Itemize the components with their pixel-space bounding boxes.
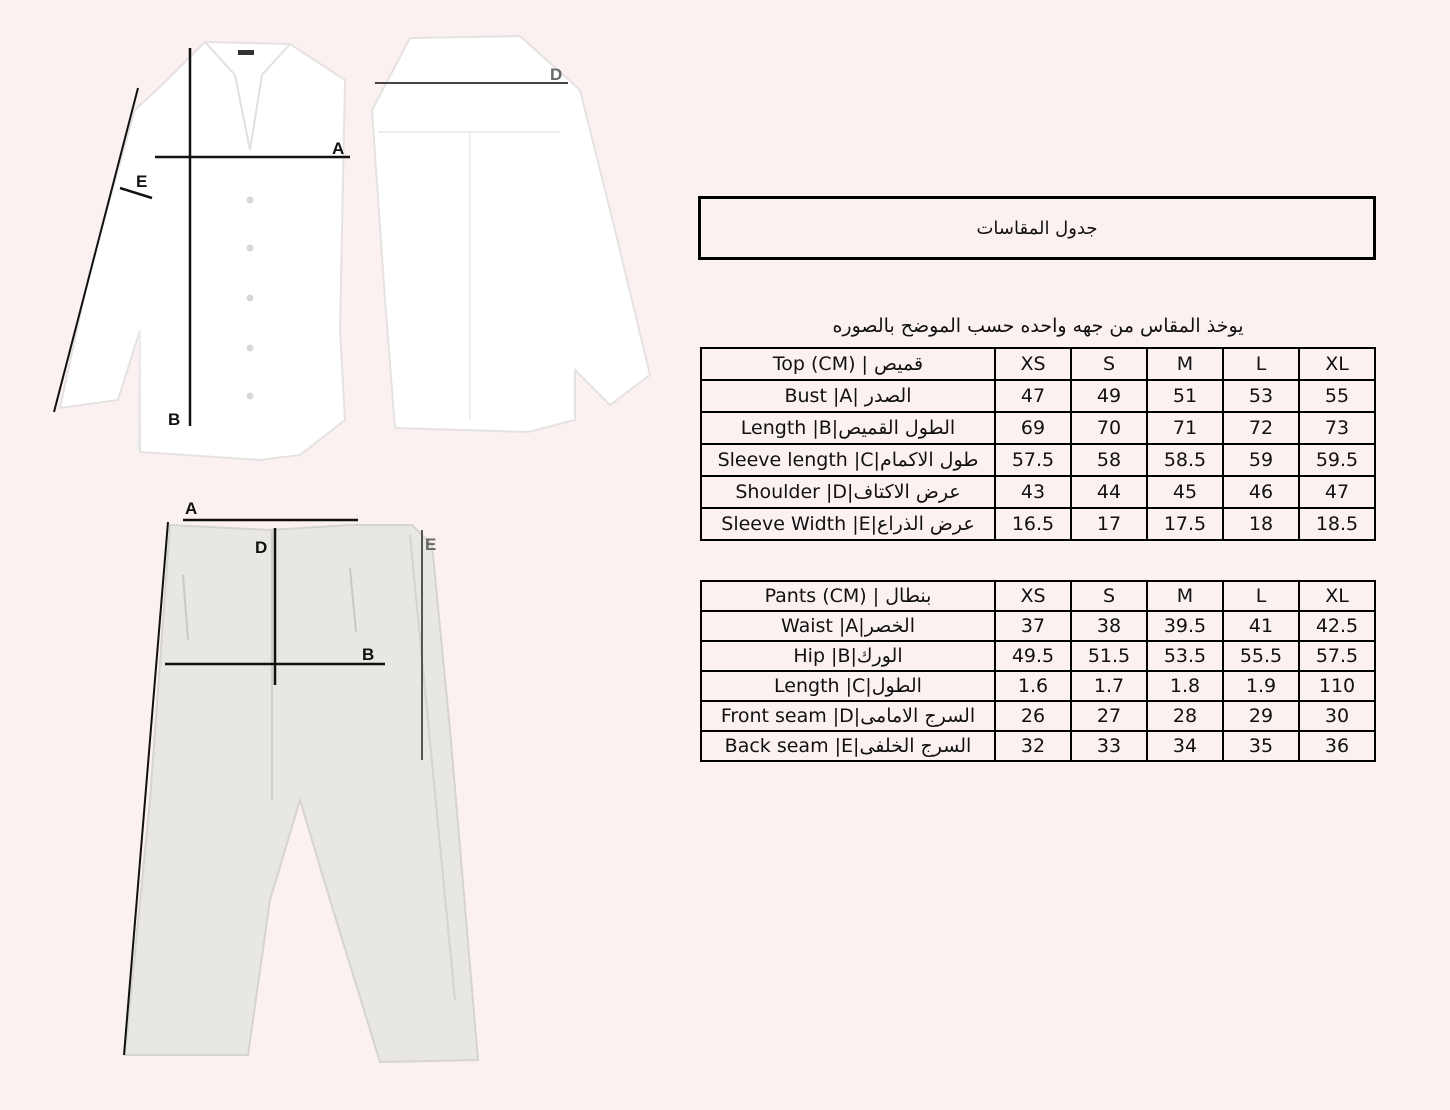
row-label: Front seam |D|السرج الامامى xyxy=(701,701,995,731)
table-header-cell: XS xyxy=(995,348,1071,380)
row-label: Length |B|الطول القميص xyxy=(701,412,995,444)
table-cell: 53 xyxy=(1223,380,1299,412)
table-row xyxy=(701,731,1375,761)
row-label: Length |C|الطول xyxy=(701,671,995,701)
table-header-cell: L xyxy=(1223,581,1299,611)
table-cell: 42.5 xyxy=(1299,611,1375,641)
table-cell: 1.6 xyxy=(995,671,1071,701)
table-cell: 55 xyxy=(1299,380,1375,412)
table-cell: 58 xyxy=(1071,444,1147,476)
table-header-cell: XL xyxy=(1299,348,1375,380)
table-cell: 1.7 xyxy=(1071,671,1147,701)
table-row xyxy=(701,380,1375,412)
table-cell: 70 xyxy=(1071,412,1147,444)
pants-label-d: D xyxy=(255,538,268,557)
row-label: Hip |B|الورك xyxy=(701,641,995,671)
size-chart-title: جدول المقاسات xyxy=(976,217,1098,239)
table-cell: 18 xyxy=(1223,508,1299,540)
table-header-cell: Top (CM) | قميص xyxy=(701,348,995,380)
table-cell: 28 xyxy=(1147,701,1223,731)
table-cell: 49 xyxy=(1071,380,1147,412)
pants-label-b: B xyxy=(362,645,375,664)
table-cell: 18.5 xyxy=(1299,508,1375,540)
row-label: Bust |A| الصدر xyxy=(701,380,995,412)
table-cell: 37 xyxy=(995,611,1071,641)
table-cell: 53.5 xyxy=(1147,641,1223,671)
table-header-cell: XL xyxy=(1299,581,1375,611)
table-header-cell: XS xyxy=(995,581,1071,611)
table-cell: 59 xyxy=(1223,444,1299,476)
table-header-cell: S xyxy=(1071,581,1147,611)
table-cell: 1.9 xyxy=(1223,671,1299,701)
table-cell: 32 xyxy=(995,731,1071,761)
garment-diagram xyxy=(0,0,690,1110)
table-cell: 59.5 xyxy=(1299,444,1375,476)
pants-label-e: E xyxy=(425,535,437,554)
size-chart-title-box xyxy=(698,196,1376,260)
measurement-note: يوخذ المقاس من جهه واحده حسب الموضح بالصوره xyxy=(832,315,1244,337)
row-label: Sleeve Width |E|عرض الذراع xyxy=(701,508,995,540)
table-cell: 58.5 xyxy=(1147,444,1223,476)
row-label: Back seam |E|السرج الخلفى xyxy=(701,731,995,761)
table-row xyxy=(701,641,1375,671)
pants-image xyxy=(124,520,478,1062)
table-cell: 33 xyxy=(1071,731,1147,761)
shirt-back-image xyxy=(372,36,650,432)
row-label: Waist |A|الخصر xyxy=(701,611,995,641)
table-row xyxy=(701,476,1375,508)
table-row xyxy=(701,412,1375,444)
table-cell: 16.5 xyxy=(995,508,1071,540)
shirt-label-e: E xyxy=(136,172,148,191)
table-cell: 72 xyxy=(1223,412,1299,444)
table-cell: 47 xyxy=(1299,476,1375,508)
table-cell: 71 xyxy=(1147,412,1223,444)
table-cell: 69 xyxy=(995,412,1071,444)
table-header-row xyxy=(701,581,1375,611)
table-row xyxy=(701,611,1375,641)
table-cell: 55.5 xyxy=(1223,641,1299,671)
table-cell: 34 xyxy=(1147,731,1223,761)
table-row xyxy=(701,701,1375,731)
shirt-front-image xyxy=(54,42,350,460)
table-cell: 43 xyxy=(995,476,1071,508)
shirt-label-a: A xyxy=(332,139,345,158)
table-cell: 47 xyxy=(995,380,1071,412)
table-cell: 51.5 xyxy=(1071,641,1147,671)
table-header-row xyxy=(701,348,1375,380)
table-cell: 51 xyxy=(1147,380,1223,412)
table-row xyxy=(701,508,1375,540)
table-cell: 73 xyxy=(1299,412,1375,444)
row-label: Shoulder |D|عرض الاكتاف xyxy=(701,476,995,508)
table-cell: 44 xyxy=(1071,476,1147,508)
top-size-table xyxy=(700,347,1376,541)
table-header-cell: S xyxy=(1071,348,1147,380)
table-header-cell: Pants (CM) | بنطال xyxy=(701,581,995,611)
table-cell: 41 xyxy=(1223,611,1299,641)
table-row xyxy=(701,671,1375,701)
table-cell: 57.5 xyxy=(995,444,1071,476)
row-label: Sleeve length |C|طول الاكمام xyxy=(701,444,995,476)
table-cell: 38 xyxy=(1071,611,1147,641)
pants-label-a: A xyxy=(185,499,198,518)
table-cell: 1.8 xyxy=(1147,671,1223,701)
table-cell: 30 xyxy=(1299,701,1375,731)
table-header-cell: L xyxy=(1223,348,1299,380)
table-cell: 17 xyxy=(1071,508,1147,540)
table-cell: 35 xyxy=(1223,731,1299,761)
table-cell: 46 xyxy=(1223,476,1299,508)
table-cell: 17.5 xyxy=(1147,508,1223,540)
shirt-label-b: B xyxy=(168,410,181,429)
table-cell: 49.5 xyxy=(995,641,1071,671)
table-cell: 26 xyxy=(995,701,1071,731)
table-cell: 29 xyxy=(1223,701,1299,731)
table-cell: 39.5 xyxy=(1147,611,1223,641)
table-cell: 36 xyxy=(1299,731,1375,761)
table-cell: 27 xyxy=(1071,701,1147,731)
table-cell: 45 xyxy=(1147,476,1223,508)
table-header-cell: M xyxy=(1147,348,1223,380)
table-row xyxy=(701,444,1375,476)
pants-size-table xyxy=(700,580,1376,762)
shirt-label-d: D xyxy=(550,65,563,84)
table-header-cell: M xyxy=(1147,581,1223,611)
table-cell: 110 xyxy=(1299,671,1375,701)
table-cell: 57.5 xyxy=(1299,641,1375,671)
